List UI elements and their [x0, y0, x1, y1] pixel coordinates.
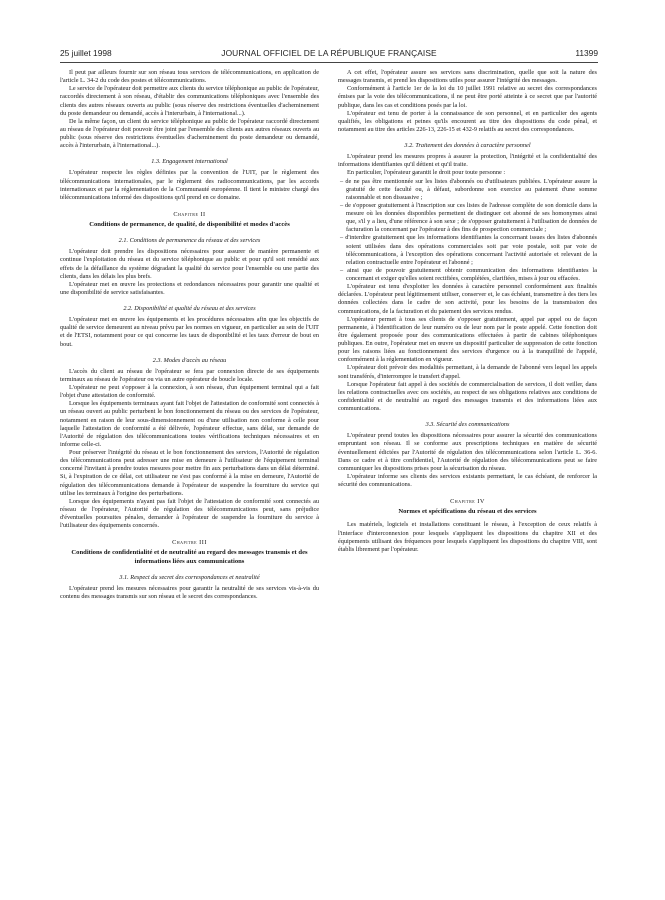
- section-heading: 3.2. Traitement des données à caractère personnel: [404, 142, 531, 149]
- list-item: – de ne pas être mentionnée sur les listes d'abonnés ou d'utilisateurs publiées. L'opérateur assure la gratuité de cette faculté ou, à défaut, subordonne son exercice au paiement d'une somme raisonnable et non dissuasive ;: [340, 177, 597, 201]
- section-heading: 2.2. Disponibilité et qualité du réseau et des services: [123, 305, 256, 313]
- chapter-label: Chapitre II: [173, 210, 206, 218]
- section-heading: 3.1. Respect du secret des correspondances et neutralité: [119, 573, 260, 581]
- paragraph: L'opérateur prend les mesures nécessaires pour garantir la neutralité de ses services vis-à-vis du contenu des messages transmis sur son réseau et le secret des correspondances.: [60, 584, 319, 601]
- section-heading: 3.3. Sécurité des communications: [425, 421, 510, 429]
- header-journal-title: JOURNAL OFFICIEL DE LA RÉPUBLIQUE FRANÇAISE: [221, 48, 437, 58]
- paragraph: L'accès du client au réseau de l'opérateur se fera par connexion directe de ses équipements terminaux au réseau de l'opérateur ou via un autre opérateur de boucle locale.: [60, 367, 319, 383]
- paragraph: Lorsque les équipements terminaux ayant fait l'objet de l'attestation de conformité sont connectés à un réseau ouvert au public perturbent le bon fonctionnement du réseau ou des services de l'opérateur, notamment en raison de leur sous-dimensionnement ou d'une utilisation non conforme à celle pour laquelle l'attestation de conformité a été délivrée, l'opérateur effectue, sans délai, sur demande de l'Autorité de régulation des télécommunications toutes vérifications techniques nécessaires et en informe celle-ci.: [60, 400, 319, 448]
- section-heading: 2.3. Modes d'accès au réseau: [152, 356, 227, 364]
- chapter-label: Chapitre IV: [450, 498, 485, 506]
- paragraph: Conformément à l'article 1er de la loi du 10 juillet 1991 relative au secret des correspondances émises par la voie des télécommunications, il ne peut être porté atteinte à ce secret que par l'autorité publique, dans les cas et conditions posés par la loi.: [338, 85, 597, 109]
- left-column: [60, 69, 319, 895]
- right-column: [338, 69, 597, 895]
- paragraph: En particulier, l'opérateur garantit le droit pour toute personne :: [347, 169, 506, 177]
- header-date: 25 juillet 1998: [60, 48, 112, 58]
- paragraph: L'opérateur informe ses clients des services existants permettant, le cas échéant, de renforcer la sécurité des communications.: [338, 472, 597, 488]
- paragraph: L'opérateur met en œuvre les équipements et les procédures nécessaires afin que les objectifs de qualité de service demeurent au niveau prévu par les normes en vigueur, en particulier au sein de l'UIT et de l'ETSI, notamment pour ce qui concerne les taux de disponibilité et les taux d'erreur de bout en bout.: [60, 316, 319, 348]
- paragraph: A cet effet, l'opérateur assure ses services sans discrimination, quelle que soit la nature des messages transmis, et prend les dispositions utiles pour assurer l'intégrité des messages.: [338, 69, 597, 85]
- paragraph: Les matériels, logiciels et installations constituant le réseau, à l'exception de ceux relatifs à l'interface d'interconnexion pour lesquels s'appliquent les dispositions du chapitre XII et des équipements utilisant des fréquences pour lesquels s'appliquent les dispositions du chapitre VIII, sont établis librement par l'opérateur.: [338, 521, 597, 553]
- paragraph: Lorsque des équipements n'ayant pas fait l'objet de l'attestation de conformité sont connectés au réseau de l'opérateur, l'Autorité de régulation des télécommunications peut, sans préjudice d'éventuelles poursuites pénales, demander à l'opérateur de suspendre la fourniture du service à l'utilisateur des équipements concernés.: [60, 497, 319, 530]
- list-item: – ainsi que de pouvoir gratuitement obtenir communication des informations identifiantes la concernant et exiger qu'elles soient rectifiées, complétées, clarifiées, mises à jour ou effacées.: [340, 266, 597, 282]
- chapter-title: Conditions de permanence, de qualité, de disponibilité et modes d'accès: [89, 221, 290, 228]
- list-item: – de s'opposer gratuitement à l'inscription sur ces listes de l'adresse complète de son domicile dans la mesure où les données disponibles permettent de distinguer cet abonné de ses homonymes ainsi que, s'il y a lieu, d'une référence à son sexe ; de s'opposer gratuitement à l'utilisation de données de facturation la concernant par l'opérateur à des fins de prospection commerciale ;: [340, 201, 597, 234]
- paragraph: L'opérateur doit prendre les dispositions nécessaires pour assurer de manière permanente et continue l'exploitation du réseau et du service téléphonique au public et pour qu'il soit remédié aux effets de la défaillance du système dégradant la qualité du service pour l'ensemble ou une partie des clients, dans les délais les plus brefs.: [60, 248, 319, 280]
- paragraph: L'opérateur prend les mesures propres à assurer la protection, l'intégrité et la confidentialité des informations identifiantes qu'il détient et qu'il traite.: [338, 153, 597, 169]
- chapter-title: Conditions de confidentialité et de neutralité au regard des messages transmis et des informations liées aux communications: [71, 549, 308, 565]
- section-heading: 1.3. Engagement international: [151, 158, 228, 166]
- paragraph: Le service de l'opérateur doit permettre aux clients du service téléphonique au public de l'opérateur, raccordés directement à son réseau, d'établir des communications téléphoniques avec l'ensemble des clients des autres réseaux ouverts au public (sous réserve des restrictions éventuelles d'acheminement du poste demandeur ou demandé, accès à l'interurbain, à l'international...).: [60, 85, 319, 117]
- list-item: – d'interdire gratuitement que les informations identifiantes la concernant issues des listes d'abonnés soient utilisées dans des opérations commerciales soit par voie postale, soit par voie de télécommunications, à l'exception des opérations concernant l'activité autorisée et relevant de la relation contractuelle entre l'opérateur et l'abonné ;: [340, 234, 597, 266]
- paragraph: L'opérateur respecte les règles définies par la convention de l'UIT, par le règlement des télécommunications internationales, par le règlement des radiocommunications, par les accords internationaux et par la réglementation de la Communauté européenne. Il tient le ministre chargé des télécommunications informé des dispositions qu'il prend en ce domaine.: [60, 169, 319, 201]
- header-page-number: 11399: [575, 48, 598, 58]
- paragraph: L'opérateur met en œuvre les protections et redondances nécessaires pour garantir une qualité et une disponibilité de service satisfaisantes.: [60, 280, 319, 296]
- paragraph: Il peut par ailleurs fournir sur son réseau tous services de télécommunications, en application de l'article L. 34-2 du code des postes et télécommunications.: [60, 69, 319, 85]
- paragraph: De la même façon, un client du service téléphonique au public de l'opérateur raccordé directement au réseau de l'opérateur doit pouvoir être joint par l'ensemble des clients aux autres réseaux ouverts au public (sous réserve des restrictions éventuelles d'acheminement du poste demandeur ou demandé, accès à l'interurbain, à l'international...).: [60, 117, 319, 150]
- paragraph: Lorsque l'opérateur fait appel à des sociétés de commercialisation de services, il doit veiller, dans les relations contractuelles avec ces sociétés, au respect de ses obligations relatives aux conditions de confidentialité et de neutralité au regard des messages transmis et des informations liées aux communications.: [338, 380, 597, 412]
- paragraph: L'opérateur doit prévoir des modalités permettant, à la demande de l'abonné vers lequel les appels sont transférés, d'interrompre le transfert d'appel.: [338, 364, 597, 380]
- page-header: [60, 48, 598, 60]
- paragraph: Pour préserver l'intégrité du réseau et le bon fonctionnement des services, l'Autorité de régulation des télécommunications peut adresser une mise en demeure à l'utilisateur de l'équipement terminal concerné l'invitant à prendre toutes mesures pour mettre fin aux perturbations dans un délai déterminé. Si, à l'expiration de ce délai, cet utilisateur ne s'est pas conformé à la mise en demeure, l'Autorité de régulation des télécommunications demande à l'opérateur de suspendre la fourniture du service qui utilise les terminaux à l'origine des perturbations.: [60, 449, 319, 497]
- chapter-label: Chapitre III: [172, 539, 207, 547]
- section-heading: 2.1. Conditions de permanence du réseau et des services: [118, 237, 261, 245]
- paragraph: L'opérateur ne peut s'opposer à la connexion, à son réseau, d'un équipement terminal qui a fait l'objet d'une attestation de conformité.: [60, 384, 319, 400]
- header-rule: [60, 62, 598, 63]
- chapter-title: Normes et spécifications du réseau et des services: [398, 508, 537, 516]
- paragraph: L'opérateur permet à tous ses clients de s'opposer gratuitement, appel par appel ou de façon permanente, à l'identification de leur numéro ou de leur nom par le poste appelé. Cette fonction doit être également proposée pour des communications effectuées à partir de cabines téléphoniques publiques. En outre, l'opérateur met en œuvre un dispositif particulier de suppression de cette fonction pour les raisons liées au fonctionnement des services d'urgence ou à la tranquillité de l'appelé, conformément à la réglementation en vigueur.: [338, 315, 597, 364]
- paragraph: L'opérateur prend toutes les dispositions nécessaires pour assurer la sécurité des communications empruntant son réseau. Il se conforme aux prescriptions techniques en matière de sécurité éventuellement édictées par l'Autorité de régulation des télécommunications selon l'article L. 36-6. Dans ce cadre et à titre confidentiel, l'Autorité de régulation des télécommunications peut se faire communiquer les dispositions prises pour la sécurisation du réseau.: [338, 432, 597, 472]
- paragraph: L'opérateur est tenu d'exploiter les données à caractère personnel conformément aux finalités déclarées. L'opérateur peut légitimement utiliser, conserver et, le cas échéant, transmettre à des tiers les données collectées dans le cadre de son activité, pour les besoins de la transmission des communications, de la facturation et du paiement des services rendus.: [338, 283, 597, 315]
- paragraph: L'opérateur est tenu de porter à la connaissance de son personnel, et en particulier des agents qualifiés, les obligations et peines qu'ils encourent au titre des dispositions du code pénal, et notamment au titre des articles 226-13, 226-15 et 432-9 relatifs au secret des correspondances.: [338, 109, 597, 133]
